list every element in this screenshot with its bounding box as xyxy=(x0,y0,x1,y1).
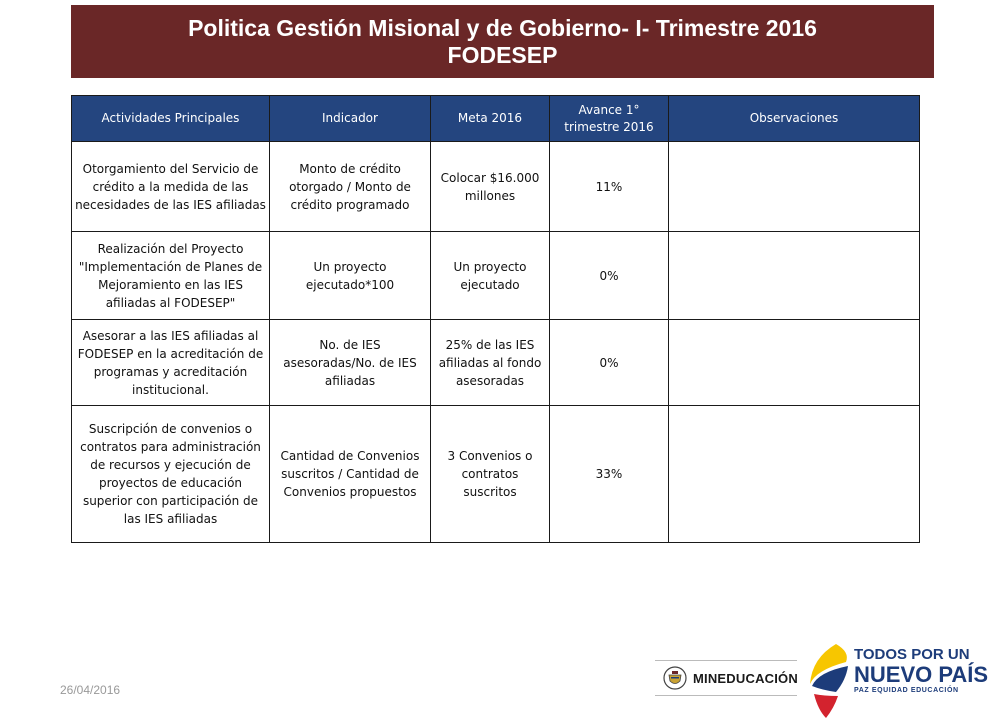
activities-table xyxy=(71,95,920,543)
cell-actividad: Realización del Proyecto "Implementación de Planes de Mejoramiento en las IES afiliadas al FODESEP" xyxy=(72,232,270,320)
colombia-flag-swoosh-icon xyxy=(806,640,858,720)
cell-indicador: Cantidad de Convenios suscritos / Cantidad de Convenios propuestos xyxy=(270,406,431,543)
title-line-2: FODESEP xyxy=(447,41,558,68)
cell-observaciones xyxy=(669,142,920,232)
tpup-logo-text xyxy=(854,646,988,695)
colombia-seal-icon xyxy=(663,666,687,690)
mineducacion-logo xyxy=(655,660,797,696)
tpup-line-1: TODOS POR UN xyxy=(854,646,970,663)
cell-observaciones xyxy=(669,320,920,406)
cell-meta: 25% de las IES afiliadas al fondo asesoradas xyxy=(431,320,550,406)
table-row xyxy=(72,232,920,320)
table-header-row xyxy=(72,96,920,142)
table-row xyxy=(72,320,920,406)
cell-indicador: Un proyecto ejecutado*100 xyxy=(270,232,431,320)
cell-actividad: Suscripción de convenios o contratos para administración de recursos y ejecución de proyectos de educación superior con participación de las IES afiliadas xyxy=(72,406,270,543)
cell-meta: 3 Convenios o contratos suscritos xyxy=(431,406,550,543)
cell-actividad: Otorgamiento del Servicio de crédito a la medida de las necesidades de las IES afiliadas xyxy=(72,142,270,232)
cell-avance: 0% xyxy=(550,232,669,320)
tpup-line-3: PAZ EQUIDAD EDUCACIÓN xyxy=(854,687,959,694)
column-header-observaciones: Observaciones xyxy=(669,96,920,142)
title-banner xyxy=(71,5,934,78)
cell-indicador: No. de IES asesoradas/No. de IES afiliadas xyxy=(270,320,431,406)
mineducacion-logo-text: MINEDUCACIÓN xyxy=(693,670,798,686)
column-header-avance: Avance 1° trimestre 2016 xyxy=(550,96,669,142)
cell-actividad: Asesorar a las IES afiliadas al FODESEP en la acreditación de programas y acreditación institucional. xyxy=(72,320,270,406)
cell-avance: 11% xyxy=(550,142,669,232)
table-row xyxy=(72,406,920,543)
column-header-indicador: Indicador xyxy=(270,96,431,142)
column-header-actividades: Actividades Principales xyxy=(72,96,270,142)
cell-indicador: Monto de crédito otorgado / Monto de crédito programado xyxy=(270,142,431,232)
tpup-line-2: NUEVO PAÍS xyxy=(854,662,988,687)
cell-meta: Colocar $16.000 millones xyxy=(431,142,550,232)
cell-avance: 33% xyxy=(550,406,669,543)
cell-observaciones xyxy=(669,406,920,543)
table-row xyxy=(72,142,920,232)
cell-avance: 0% xyxy=(550,320,669,406)
cell-observaciones xyxy=(669,232,920,320)
title-line-1: Politica Gestión Misional y de Gobierno- I- Trimestre 2016 xyxy=(188,14,817,41)
cell-meta: Un proyecto ejecutado xyxy=(431,232,550,320)
todos-por-un-nuevo-pais-logo xyxy=(806,640,988,720)
slide-date: 26/04/2016 xyxy=(60,683,121,697)
column-header-meta: Meta 2016 xyxy=(431,96,550,142)
